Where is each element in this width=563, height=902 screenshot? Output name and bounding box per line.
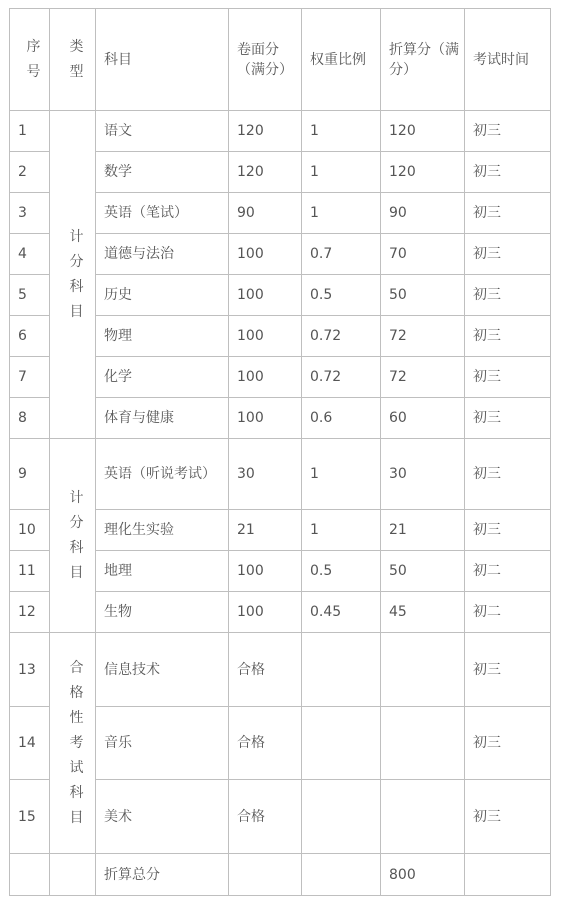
cell-converted-score: 120 [381, 111, 465, 152]
total-label: 折算总分 [96, 854, 229, 896]
cell-subject: 美术 [96, 780, 229, 854]
cell-index: 7 [10, 357, 50, 398]
cell-exam-time: 初三 [465, 275, 551, 316]
cell-weight: 0.72 [302, 316, 381, 357]
header-row [10, 9, 551, 111]
cell-exam-time: 初三 [465, 780, 551, 854]
cell-exam-time: 初三 [465, 398, 551, 439]
exam-subjects-table [9, 8, 551, 896]
header-type: 类型 [50, 9, 96, 111]
cell-index: 11 [10, 551, 50, 592]
cell-converted-score: 72 [381, 316, 465, 357]
cell-weight [302, 854, 381, 896]
cell-exam-time: 初二 [465, 551, 551, 592]
cell-paper-score: 100 [229, 357, 302, 398]
cell-paper-score: 100 [229, 316, 302, 357]
table-row [10, 111, 551, 152]
cell-weight: 0.5 [302, 275, 381, 316]
cell-converted-score [381, 707, 465, 780]
cell-exam-time [465, 854, 551, 896]
cell-subject: 语文 [96, 111, 229, 152]
cell-type-group [50, 854, 96, 896]
cell-subject: 历史 [96, 275, 229, 316]
cell-index: 8 [10, 398, 50, 439]
cell-converted-score: 21 [381, 510, 465, 551]
cell-exam-time: 初三 [465, 111, 551, 152]
cell-weight: 1 [302, 193, 381, 234]
cell-paper-score: 100 [229, 234, 302, 275]
header-weight: 权重比例 [302, 9, 381, 111]
cell-paper-score: 120 [229, 152, 302, 193]
cell-converted-score [381, 780, 465, 854]
header-exam-time: 考试时间 [465, 9, 551, 111]
cell-subject: 化学 [96, 357, 229, 398]
cell-type-group: 计分科目 [50, 111, 96, 439]
cell-index: 6 [10, 316, 50, 357]
cell-type-group: 合格性考试科目 [50, 633, 96, 854]
cell-paper-score: 100 [229, 592, 302, 633]
cell-weight [302, 780, 381, 854]
cell-converted-score: 60 [381, 398, 465, 439]
total-row [10, 854, 551, 896]
header-converted-score: 折算分（满分） [381, 9, 465, 111]
cell-subject: 地理 [96, 551, 229, 592]
cell-exam-time: 初三 [465, 707, 551, 780]
cell-index: 13 [10, 633, 50, 707]
cell-index: 14 [10, 707, 50, 780]
cell-converted-score: 30 [381, 439, 465, 510]
cell-paper-score: 合格 [229, 633, 302, 707]
table-row [10, 633, 551, 707]
table-row [10, 439, 551, 510]
cell-index: 10 [10, 510, 50, 551]
cell-index: 1 [10, 111, 50, 152]
cell-converted-score [381, 633, 465, 707]
cell-index: 9 [10, 439, 50, 510]
cell-index: 12 [10, 592, 50, 633]
cell-converted-score: 120 [381, 152, 465, 193]
cell-subject: 信息技术 [96, 633, 229, 707]
cell-exam-time: 初三 [465, 234, 551, 275]
cell-converted-score: 50 [381, 275, 465, 316]
cell-converted-score: 70 [381, 234, 465, 275]
cell-subject: 音乐 [96, 707, 229, 780]
cell-subject: 英语（笔试） [96, 193, 229, 234]
cell-paper-score: 21 [229, 510, 302, 551]
cell-index [10, 854, 50, 896]
cell-weight: 1 [302, 111, 381, 152]
cell-index: 2 [10, 152, 50, 193]
cell-weight: 0.6 [302, 398, 381, 439]
cell-paper-score [229, 854, 302, 896]
cell-subject: 物理 [96, 316, 229, 357]
cell-weight: 1 [302, 152, 381, 193]
cell-paper-score: 120 [229, 111, 302, 152]
cell-exam-time: 初三 [465, 152, 551, 193]
cell-weight: 0.7 [302, 234, 381, 275]
cell-subject: 生物 [96, 592, 229, 633]
header-subject: 科目 [96, 9, 229, 111]
cell-weight: 0.45 [302, 592, 381, 633]
cell-exam-time: 初三 [465, 510, 551, 551]
cell-weight [302, 633, 381, 707]
table-body [10, 111, 551, 896]
cell-subject: 英语（听说考试） [96, 439, 229, 510]
cell-exam-time: 初三 [465, 633, 551, 707]
cell-weight: 1 [302, 510, 381, 551]
cell-converted-score: 72 [381, 357, 465, 398]
cell-paper-score: 100 [229, 398, 302, 439]
cell-index: 5 [10, 275, 50, 316]
cell-weight: 1 [302, 439, 381, 510]
cell-paper-score: 30 [229, 439, 302, 510]
cell-exam-time: 初三 [465, 193, 551, 234]
cell-weight [302, 707, 381, 780]
cell-index: 15 [10, 780, 50, 854]
cell-paper-score: 90 [229, 193, 302, 234]
cell-exam-time: 初二 [465, 592, 551, 633]
cell-index: 4 [10, 234, 50, 275]
cell-subject: 理化生实验 [96, 510, 229, 551]
header-index: 序号 [10, 9, 50, 111]
cell-weight: 0.72 [302, 357, 381, 398]
cell-paper-score: 合格 [229, 780, 302, 854]
cell-subject: 数学 [96, 152, 229, 193]
cell-weight: 0.5 [302, 551, 381, 592]
cell-subject: 体育与健康 [96, 398, 229, 439]
cell-paper-score: 100 [229, 275, 302, 316]
cell-converted-score: 90 [381, 193, 465, 234]
cell-exam-time: 初三 [465, 439, 551, 510]
total-converted-score: 800 [381, 854, 465, 896]
cell-converted-score: 45 [381, 592, 465, 633]
cell-subject: 道德与法治 [96, 234, 229, 275]
cell-index: 3 [10, 193, 50, 234]
cell-type-group: 计分科目 [50, 439, 96, 633]
cell-exam-time: 初三 [465, 316, 551, 357]
cell-converted-score: 50 [381, 551, 465, 592]
cell-paper-score: 100 [229, 551, 302, 592]
cell-paper-score: 合格 [229, 707, 302, 780]
cell-exam-time: 初三 [465, 357, 551, 398]
header-paper-score: 卷面分（满分） [229, 9, 302, 111]
